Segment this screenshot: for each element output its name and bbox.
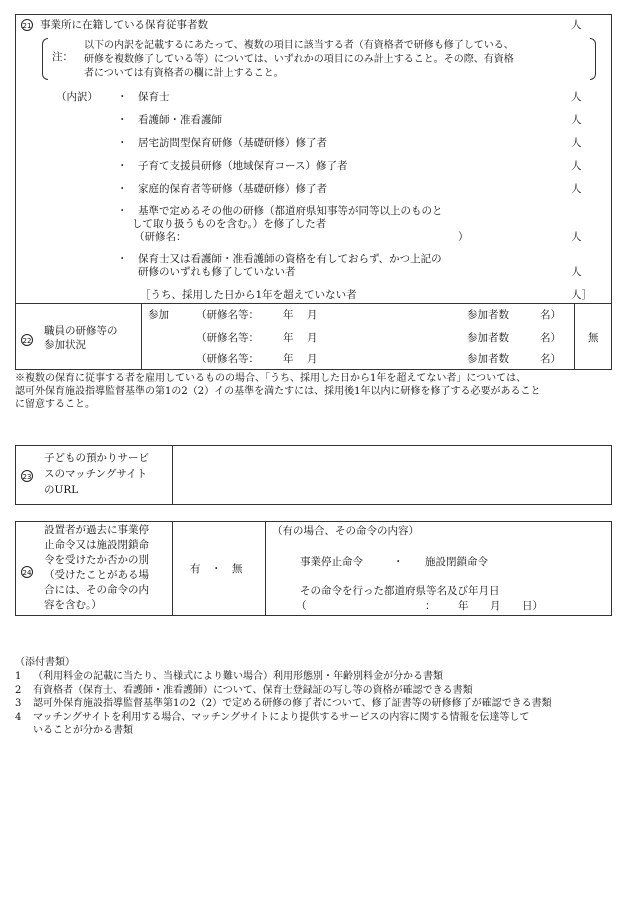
item-other-close: ） xyxy=(458,231,469,243)
order-content-header: （有の場合、その命令の内容） xyxy=(272,525,419,537)
order-colon: ： xyxy=(425,600,436,612)
section-24-label-5: 合には、その命令の内 xyxy=(44,584,149,596)
note-label: 注： xyxy=(52,51,73,63)
item-support-unit: 人 xyxy=(571,160,582,172)
training-row-name: （研修名等： xyxy=(196,353,259,365)
bullet: ・ xyxy=(117,160,128,172)
order-separator-dot: ・ xyxy=(393,556,404,568)
item-family-label: 家庭的保育者等研修（基礎研修）修了者 xyxy=(138,183,327,195)
bullet: ・ xyxy=(117,137,128,149)
caution-line-1: ※複数の保育に従事する者を雇用しているものの場合、「うち、採用した日から1年を超えてない者」については、 xyxy=(15,373,527,384)
item-none-line-1: 保育士又は看護師・准看護師の資格を有しておらず、かつ上記の xyxy=(138,253,442,265)
section-22-divider-left xyxy=(141,303,142,370)
item-hoikushi-unit: 人 xyxy=(571,91,582,103)
section-23-label-2: スのマッチングサイト xyxy=(44,468,148,480)
order-issuer-label: その命令を行った都道府県等名及び年月日 xyxy=(300,585,500,597)
section-24-label-3: 令を受けたか否かの別 xyxy=(44,554,149,566)
training-row-count: 参加者数 xyxy=(467,309,509,321)
section-24-divider-left xyxy=(172,521,173,616)
section-21-unit: 人 xyxy=(571,19,582,31)
attachment-text: （利用料金の記載に当たり、当様式により難い場合）利用形態別・年齢別料金が分かる書類 xyxy=(33,671,443,682)
note-bracket-left xyxy=(42,38,48,80)
attachment-text: いることが分かる書類 xyxy=(33,725,133,736)
training-row-year: 年 xyxy=(283,353,294,365)
order-month: 月 xyxy=(490,600,501,612)
note-line-2: 研修を複数修了している等）については、いずれかの項目にのみ計上すること。その際、有資格 xyxy=(84,54,514,65)
section-23-divider xyxy=(172,445,173,505)
section-24-label-2: 止命令又は施設閉鎖命 xyxy=(44,539,149,551)
item-other-unit: 人 xyxy=(571,231,582,243)
caution-line-2: 認可外保育施設指導監督基準の第1の2（2）イの基準を満たすには、採用後1年以内に研修を修了する必要があること xyxy=(15,386,541,397)
section-22-number: 22 xyxy=(21,334,33,346)
section-21-title: 事業所に在籍している保育従事者数 xyxy=(40,19,208,31)
order-year: 年 xyxy=(458,600,469,612)
item-home-visit-label: 居宅訪問型保育研修（基礎研修）修了者 xyxy=(138,137,327,149)
item-family-unit: 人 xyxy=(571,183,582,195)
attachment-text: マッチングサイトを利用する場合、マッチングサイトにより提供するサービスの内容に関する情報を伝達等して xyxy=(33,712,530,723)
item-other-line-1: 基準で定めるその他の研修（都道府県知事等が同等以上のものと xyxy=(138,205,443,217)
attachment-num: 3 xyxy=(15,698,22,709)
section-22-label-1: 職員の研修等の xyxy=(44,325,118,337)
yes-no-selector[interactable]: 有 ・ 無 xyxy=(190,563,243,575)
attachment-text: 認可外保育施設指導監督基準第1の2（2）で定める研修の修了者について、修了証書等の研修修了が確認できる書類 xyxy=(33,698,552,709)
attachment-text: 有資格者（保育士、看護師・准看護師）について、保育士登録証の写し等の資格が確認できる書類 xyxy=(33,685,473,696)
section-22-divider-right xyxy=(574,303,575,370)
section-23-label-1: 子どもの預かりサービ xyxy=(44,452,149,464)
breakdown-label: （内訳） xyxy=(56,91,98,103)
item-none-unit: 人 xyxy=(571,266,582,278)
order-paren-open: （ xyxy=(296,600,307,612)
note-bracket-right xyxy=(590,38,596,80)
training-row-name: （研修名等： xyxy=(196,332,259,344)
training-row-month: 月 xyxy=(307,332,318,344)
training-row-year: 年 xyxy=(283,309,294,321)
note-line-1: 以下の内訳を記載するにあたって、複数の項目に該当する者（有資格者で研修も修了している、 xyxy=(84,40,514,51)
attachment-num: 2 xyxy=(15,685,22,696)
attachments-title: （添付書類） xyxy=(15,657,75,668)
item-nurse-unit: 人 xyxy=(571,114,582,126)
training-row-month: 月 xyxy=(307,309,318,321)
order-business-suspension[interactable]: 事業停止命令 xyxy=(300,556,363,568)
caution-line-3: に留意すること。 xyxy=(15,399,95,410)
bullet: ・ xyxy=(117,205,128,217)
item-other-line-3: （研修名： xyxy=(134,231,187,243)
training-row-unit: 名） xyxy=(540,353,561,365)
bullet: ・ xyxy=(117,253,128,265)
training-row-unit: 名） xyxy=(540,309,561,321)
training-row-count: 参加者数 xyxy=(467,353,509,365)
item-other-line-2: して取り扱うものを含む。）を修了した者 xyxy=(132,218,327,230)
item-home-visit-unit: 人 xyxy=(571,137,582,149)
training-row-unit: 名） xyxy=(540,332,561,344)
within-year-label: ［うち、採用した日から1年を超えていない者 xyxy=(140,289,357,301)
item-support-label: 子育て支援員研修（地域保育コース）修了者 xyxy=(138,160,348,172)
bullet: ・ xyxy=(117,114,128,126)
item-hoikushi-label: 保育士 xyxy=(138,91,170,103)
section-24-number: 24 xyxy=(21,566,33,578)
section-24-divider-right xyxy=(265,521,266,616)
section-23-number: 23 xyxy=(21,470,33,482)
section-24-label-6: 容を含む。） xyxy=(44,599,102,611)
bullet: ・ xyxy=(117,183,128,195)
training-row-year: 年 xyxy=(283,332,294,344)
order-day: 日） xyxy=(522,600,543,612)
training-row-count: 参加者数 xyxy=(467,332,509,344)
training-row-name: （研修名等： xyxy=(196,309,259,321)
section-21-number: 21 xyxy=(21,19,33,31)
matching-site-url-field[interactable] xyxy=(180,452,604,498)
section-22-none: 無 xyxy=(588,332,599,344)
attachment-num: 4 xyxy=(15,712,22,723)
training-row-month: 月 xyxy=(307,353,318,365)
section-22-label-2: 参加状況 xyxy=(44,339,86,351)
within-year-unit: 人］ xyxy=(571,289,592,301)
order-facility-closure[interactable]: 施設閉鎖命令 xyxy=(425,556,488,568)
section-24-label-4: （受けたことがある場 xyxy=(44,569,149,581)
note-line-3: 者については有資格者の欄に計上すること。 xyxy=(84,68,284,79)
participate-label: 参加 xyxy=(148,309,169,321)
section-24-label-1: 設置者が過去に事業停 xyxy=(44,524,149,536)
item-nurse-label: 看護師・准看護師 xyxy=(138,114,222,126)
section-23-label-3: のURL xyxy=(44,484,79,496)
bullet: ・ xyxy=(117,91,128,103)
attachment-num: 1 xyxy=(15,671,22,682)
item-none-line-2: 研修のいずれも修了していない者 xyxy=(138,266,296,278)
